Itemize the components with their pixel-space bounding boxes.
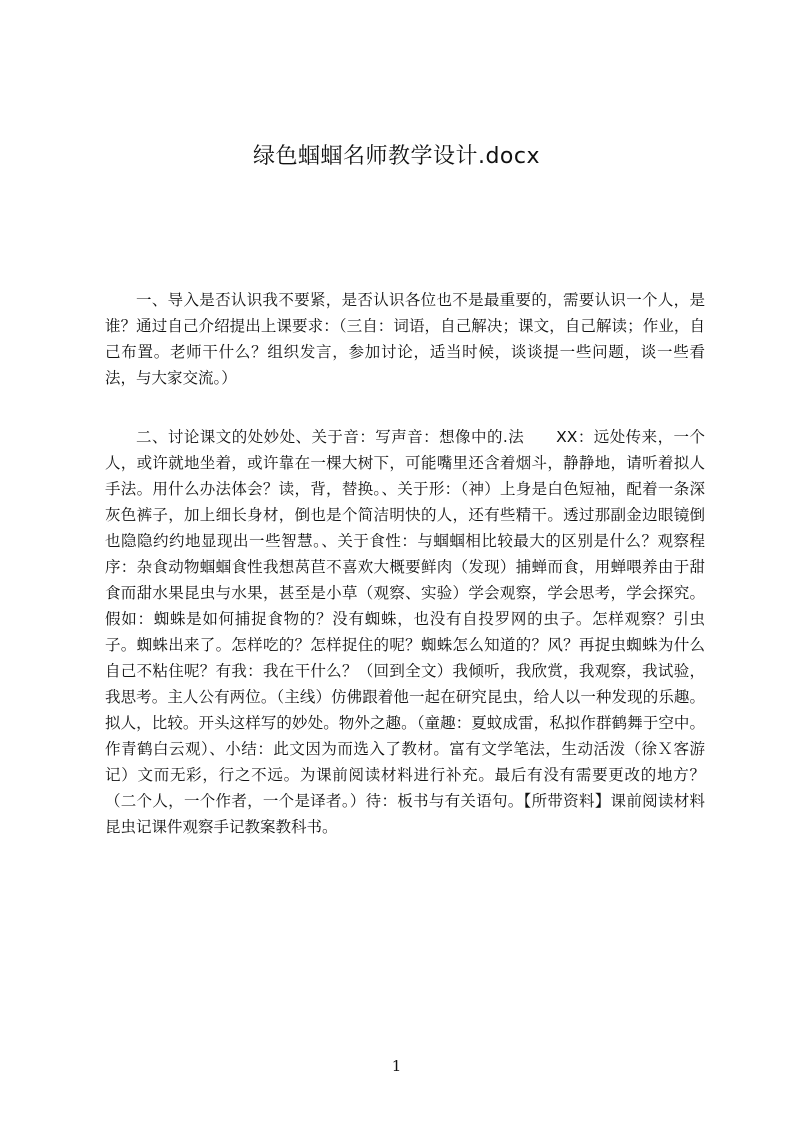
document-title: 绿色蝈蝈名师教学设计.docx: [252, 144, 541, 169]
page-number: 1: [391, 1057, 402, 1075]
paragraph-introduction: 一、导入是否认识我不要紧，是否认识各位也不是最重要的，需要认识一个人，是谁？通过自己介绍提出上课要求：（三自：词语，自己解决；课文，自己解读；作业，自己布置。老师干什么？组织发言，参加讨论，适当时候，谈谈提一些问题，谈一些看法，与大家交流。）: [105, 291, 705, 387]
paragraph-discussion: 二、讨论课文的处妙处、关于音：写声音：想像中的.法 XX：远处传来，一个人，或许就地坐着，或许靠在一棵大树下，可能嘴里还含着烟斗，静静地，请听着拟人手法。用什么办法体会？读，背，替换。、关于形：（神）上身是白色短袖，配着一条深灰色裤子，加上细长身材，倒也是个简洁明快的人，还有些精干。透过那副金边眼镜倒也隐隐约约地显现出一些智慧。、关于食性：与蝈蝈相比较最大的区别是什么？观察程序：杂食动物蝈蝈食性我想莴苣不喜欢大概要鲜肉（发现）捕蝉而食，用蝉喂养由于甜食而甜水果昆虫与水果，甚至是小草（观察、实验）学会观察，学会思考，学会探究。假如：蜘蛛是如何捕捉食物的？没有蜘蛛，也没有自投罗网的虫子。怎样观察？引虫子。蜘蛛出来了。怎样吃的？怎样捉住的呢？蜘蛛怎么知道的？风？再捉虫蜘蛛为什么自己不粘住呢？有我：我在干什么？（回到全文）我倾听，我欣赏，我观察，我试验，我思考。主人公有两位。（主线）仿佛跟着他一起在研究昆虫，给人以一种发现的乐趣。拟人，比较。开头这样写的妙处。物外之趣。（童趣：夏蚊成雷，私拟作群鹤舞于空中。作青鹤白云观）、小结：此文因为而选入了教材。富有文学笔法，生动活泼（徐Ｘ客游记）文而无彩，行之不远。为课前阅读材料进行补充。最后有没有需要更改的地方？（二个人，一个作者，一个是译者。）待：板书与有关语句。【所带资料】课前阅读材料昆虫记课件观察手记教案教科书。: [105, 428, 705, 836]
